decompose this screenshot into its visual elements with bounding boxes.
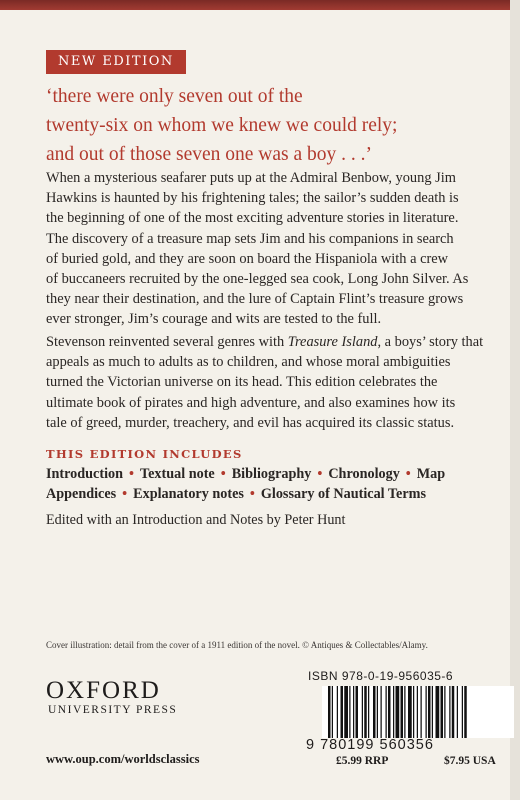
- publisher-url: www.oup.com/worldsclassics: [46, 752, 200, 766]
- critical-paragraph: [46, 332, 486, 433]
- editor-credit: Edited with an Introduction and Notes by Peter Hunt: [46, 512, 346, 528]
- spine-edge: [510, 0, 520, 800]
- pull-quote: [46, 82, 486, 169]
- include-item: Explanatory notes: [133, 486, 244, 502]
- barcode-bar: [421, 686, 422, 738]
- include-item: Glossary of Nautical Terms: [260, 486, 426, 502]
- price-us: $7.95 USA: [444, 755, 496, 767]
- bullet-separator: •: [220, 466, 226, 482]
- barcode-bar: [377, 686, 378, 738]
- includes-row: [46, 466, 486, 483]
- includes-row: [46, 486, 486, 503]
- barcode-bar: [356, 686, 359, 738]
- bullet-separator: •: [249, 486, 255, 502]
- synopsis-paragraph: [46, 168, 486, 330]
- paragraph-line: of buccaneers recruited by the one-legged sea cook, Long John Silver. As: [46, 271, 469, 288]
- include-item: Map: [416, 466, 446, 482]
- top-color-band: [0, 0, 520, 10]
- quote-line: and out of those seven one was a boy . . .’: [46, 144, 373, 165]
- paragraph-text: , a boys’ story that: [377, 334, 484, 350]
- paragraph-text: Stevenson reinvented several genres with: [46, 334, 288, 350]
- isbn-label: ISBN 978-0-19-956035-6: [308, 669, 454, 683]
- paragraph-line: ultimate book of pirates and high adventure, and also examines how its: [46, 394, 456, 411]
- include-item: Textual note: [139, 466, 215, 482]
- quote-line: twenty-six on whom we knew we could rely;: [46, 115, 398, 136]
- barcode-bar: [368, 686, 369, 738]
- includes-heading: THIS EDITION INCLUDES: [46, 447, 243, 461]
- barcode-bar: [386, 686, 387, 738]
- paragraph-line: ever stronger, Jim’s courage and wits are tested to the full.: [46, 311, 382, 328]
- quote-line: ‘there were only seven out of the: [46, 86, 303, 107]
- paragraph-line: turned the Victorian universe on its head. This edition celebrates the: [46, 374, 438, 391]
- price-uk: £5.99 RRP: [336, 755, 389, 767]
- barcode-bar: [413, 686, 414, 738]
- include-item: Chronology: [328, 466, 400, 482]
- barcode-bar: [457, 686, 458, 738]
- barcode-bar: [373, 686, 376, 738]
- barcode-bar: [362, 686, 363, 738]
- barcode-bar: [393, 686, 394, 738]
- new-edition-badge: NEW EDITION: [46, 50, 186, 74]
- barcode-bar: [332, 686, 333, 738]
- oxford-logo: OXFORD: [46, 677, 161, 704]
- barcode-bar: [428, 686, 431, 738]
- barcode-bar: [328, 686, 331, 738]
- barcode-bar: [452, 686, 455, 738]
- barcode-image: [322, 686, 514, 738]
- bullet-separator: •: [405, 466, 411, 482]
- barcode-bar: [381, 686, 382, 738]
- paragraph-line: Hawkins is haunted by his frightening tales; the sailor’s sudden death is: [46, 190, 459, 207]
- paragraph-line: the beginning of one of the most exciting adventure stories in literature.: [46, 210, 459, 227]
- barcode-bar: [364, 686, 367, 738]
- paragraph-line: of buried gold, and they are soon on board the Hispaniola with a crew: [46, 250, 449, 267]
- barcode-bar: [344, 686, 348, 738]
- barcode-icon: [322, 686, 514, 738]
- barcode-bar: [388, 686, 391, 738]
- barcode-bar: [349, 686, 350, 738]
- barcode-bar: [404, 686, 405, 738]
- barcode-bar: [436, 686, 440, 738]
- paragraph-line: tale of greed, murder, treachery, and evil has acquired its classic status.: [46, 414, 455, 431]
- barcode-bar: [396, 686, 400, 738]
- barcode-bar: [401, 686, 404, 738]
- barcode-bar: [449, 686, 450, 738]
- include-item: Introduction: [46, 466, 123, 482]
- bullet-separator: •: [317, 466, 323, 482]
- book-title-italic: Treasure Island: [287, 334, 378, 350]
- barcode-bar: [441, 686, 444, 738]
- barcode-bar: [353, 686, 354, 738]
- paragraph-line: The discovery of a treasure map sets Jim and his companions in search: [46, 230, 454, 247]
- cover-illustration-credit: Cover illustration: detail from the cover of a 1911 edition of the novel. © Antiques & Collectables/Alamy.: [46, 640, 428, 650]
- barcode-bar: [417, 686, 418, 738]
- barcode-bar: [462, 686, 463, 738]
- paragraph-line: When a mysterious seafarer puts up at the Admiral Benbow, young Jim: [46, 170, 456, 186]
- barcode-bar: [341, 686, 344, 738]
- paragraph-line: [46, 332, 486, 352]
- barcode-digits: 9 780199 560356: [306, 737, 434, 753]
- bullet-separator: •: [129, 466, 134, 482]
- barcode-bar: [426, 686, 427, 738]
- barcode-bar: [464, 686, 467, 738]
- include-item: Appendices: [46, 486, 117, 502]
- barcode-bar: [444, 686, 445, 738]
- barcode-bar: [408, 686, 412, 738]
- bullet-separator: •: [122, 486, 128, 502]
- barcode-bar: [432, 686, 433, 738]
- paragraph-line: they near their destination, and the lure of Captain Flint’s treasure grows: [46, 291, 464, 308]
- university-press-label: UNIVERSITY PRESS: [48, 704, 178, 716]
- include-item: Bibliography: [231, 466, 312, 482]
- barcode-bar: [337, 686, 338, 738]
- paragraph-line: appeals as much to adults as to children, and whose moral ambiguities: [46, 354, 451, 371]
